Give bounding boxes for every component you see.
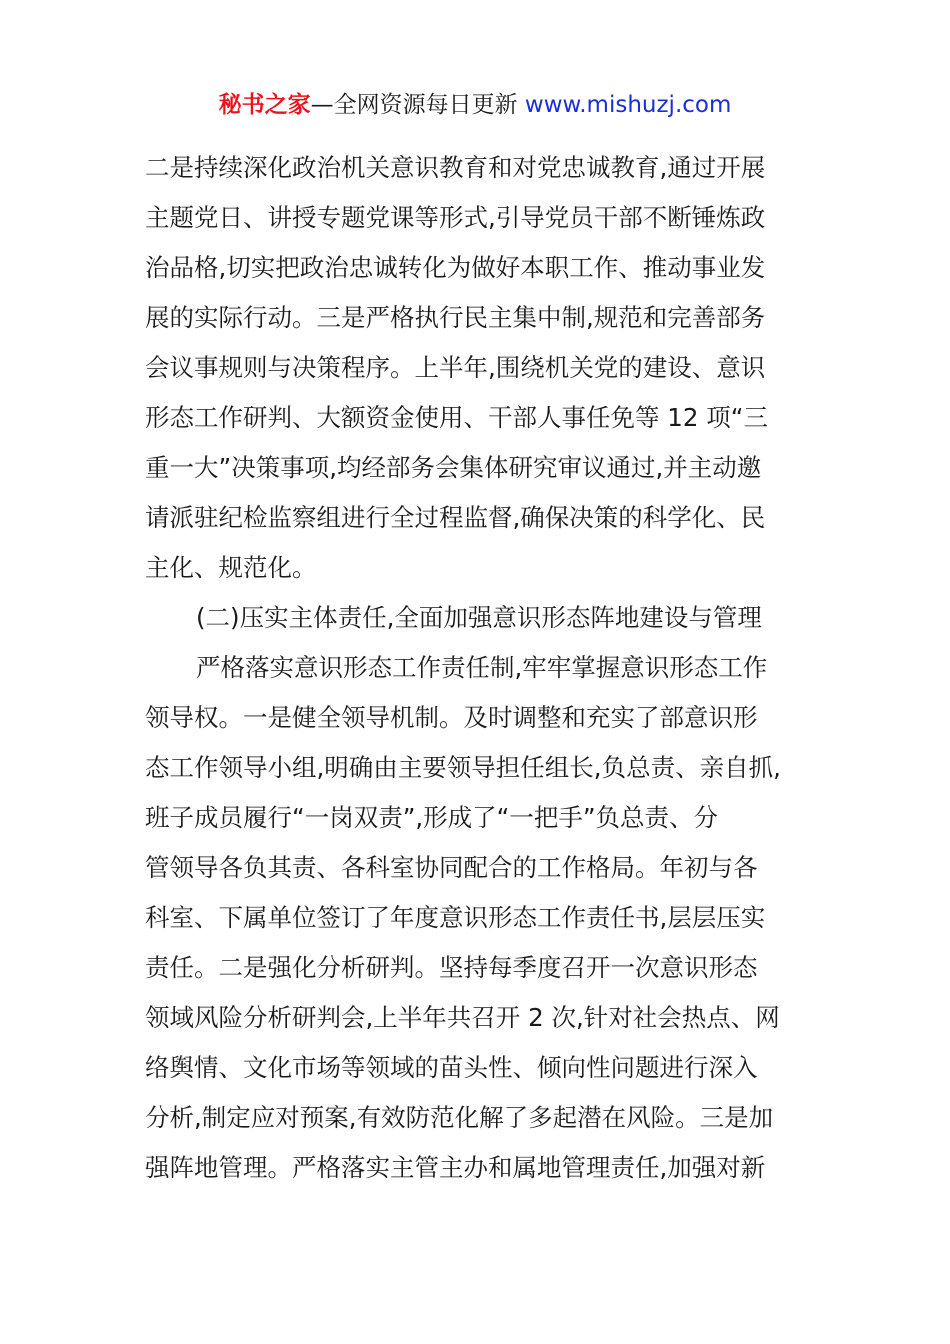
- header-tagline: —全网资源每日更新: [310, 92, 525, 118]
- text-line: 二是持续深化政治机关意识教育和对党忠诚教育,通过开展: [145, 153, 766, 182]
- text-line: 分析,制定应对预案,有效防范化解了多起潜在风险。三是加: [145, 1103, 774, 1132]
- text-line: 强阵地管理。严格落实主管主办和属地管理责任,加强对新: [145, 1153, 766, 1182]
- text-line: 班子成员履行“一岗双责”,形成了“一把手”负总责、分: [145, 803, 719, 832]
- text-line: 治品格,切实把政治忠诚转化为做好本职工作、推动事业发: [145, 253, 766, 282]
- text-line: 态工作领导小组,明确由主要领导担任组长,负总责、亲自抓,: [145, 753, 781, 782]
- site-url-link[interactable]: www.mishuzj.com: [524, 92, 732, 118]
- brand-name: 秘书之家: [218, 92, 311, 118]
- text-line: 领域风险分析研判会,上半年共召开 2 次,针对社会热点、网: [145, 1003, 780, 1032]
- text-line: 主化、规范化。: [145, 553, 317, 582]
- text-line: 严格落实意识形态工作责任制,牢牢掌握意识形态工作: [196, 653, 768, 682]
- text-line: 管领导各负其责、各科室协同配合的工作格局。年初与各: [145, 853, 758, 882]
- text-line: 会议事规则与决策程序。上半年,围绕机关党的建设、意识: [145, 353, 766, 382]
- text-line: 展的实际行动。三是严格执行民主集中制,规范和完善部务: [145, 303, 766, 332]
- text-line: 重一大”决策事项,均经部务会集体研究审议通过,并主动邀: [145, 453, 762, 482]
- text-line: 责任。二是强化分析研判。坚持每季度召开一次意识形态: [145, 953, 758, 982]
- page-header: [0, 88, 950, 122]
- text-line: 主题党日、讲授专题党课等形式,引导党员干部不断锤炼政: [145, 203, 766, 232]
- text-line: 络舆情、文化市场等领域的苗头性、倾向性问题进行深入: [145, 1053, 758, 1082]
- section-heading: (二)压实主体责任,全面加强意识形态阵地建设与管理: [196, 603, 762, 632]
- text-line: 领导权。一是健全领导机制。及时调整和充实了部意识形: [145, 703, 758, 732]
- document-body: [145, 143, 815, 1193]
- text-line: 请派驻纪检监察组进行全过程监督,确保决策的科学化、民: [145, 503, 766, 532]
- text-line: 科室、下属单位签订了年度意识形态工作责任书,层层压实: [145, 903, 766, 932]
- text-line: 形态工作研判、大额资金使用、干部人事任免等 12 项“三: [145, 403, 768, 432]
